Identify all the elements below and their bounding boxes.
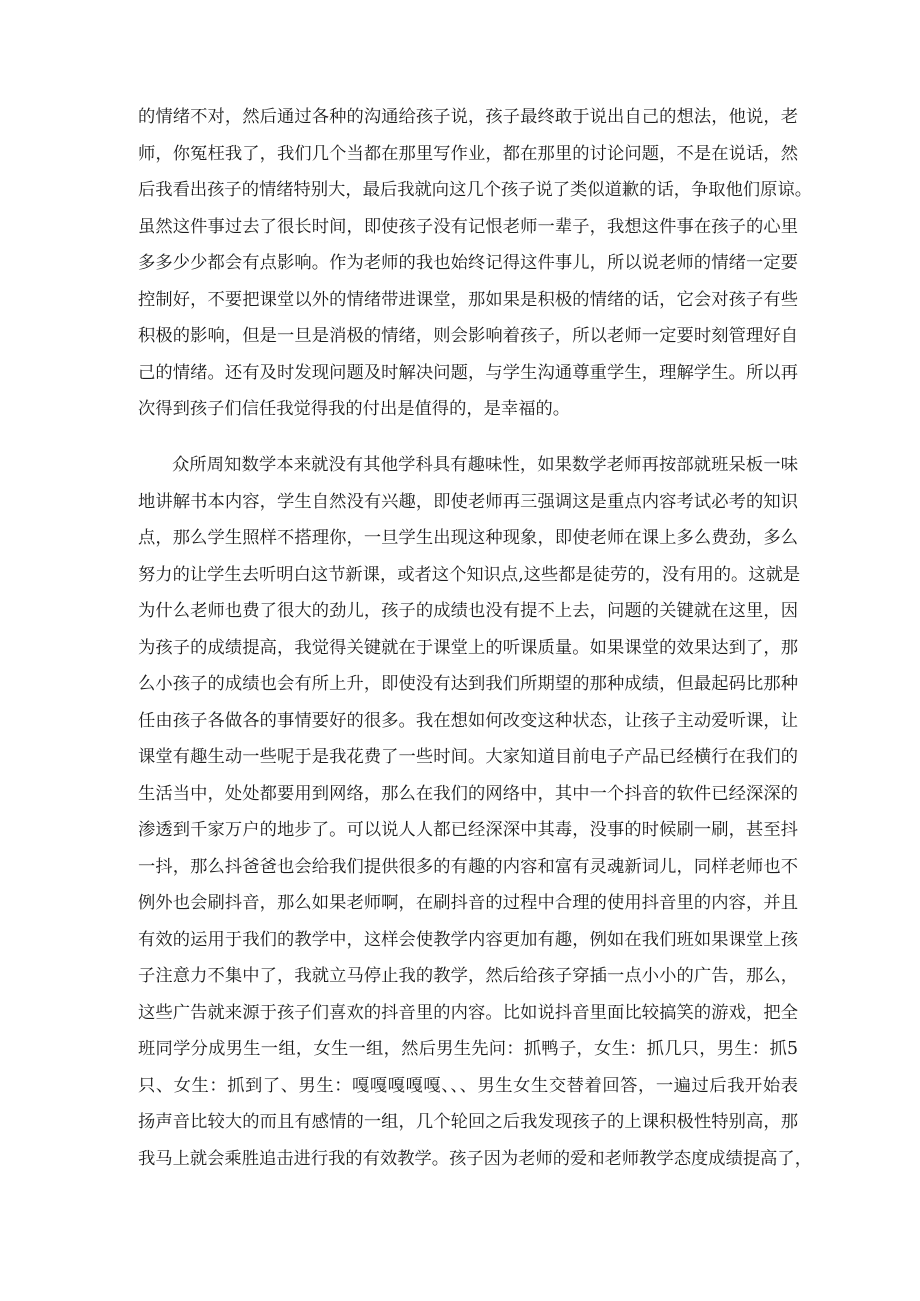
paragraph-1 [138, 99, 812, 428]
text-line: 我马上就会乘胜追击进行我的有效教学。孩子因为老师的爱和老师教学态度成绩提高了， [138, 1148, 812, 1169]
text-line: 地讲解书本内容，学生自然没有兴趣，即使老师再三强调这是重点内容考试必考的知识 [138, 491, 798, 512]
text-line: 生活当中，处处都要用到网络，那么在我们的网络中，其中一个抖音的软件已经深深的 [138, 783, 798, 804]
text-line: 为什么老师也费了很大的劲儿，孩子的成绩也没有提不上去，问题的关键就在这里，因 [138, 601, 798, 621]
text-line: 众所周知数学本来就没有其他学科具有趣味性，如果数学老师再按部就班呆板一味 [172, 455, 798, 475]
text-line: 任由孩子各做各的事情要好的很多。我在想如何改变这种状态，让孩子主动爱听课，让 [138, 710, 798, 731]
text-line: 多多少少都会有点影响。作为老师的我也始终记得这件事儿，所以说老师的情绪一定要 [138, 253, 798, 273]
text-line: 扬声音比较大的而且有感情的一组，几个轮回之后我发现孩子的上课积极性特别高，那 [138, 1112, 798, 1132]
text-line: 控制好，不要把课堂以外的情绪带进课堂，那如果是积极的情绪的话，它会对孩子有些 [138, 289, 798, 310]
text-line: 次得到孩子们信任我觉得我的付出是值得的，是幸福的。 [138, 399, 571, 419]
text-line: 努力的让学生去听明白这节新课，或者这个知识点,这些都是徒劳的，没有用的。这就是 [138, 564, 801, 585]
text-line: 一抖，那么抖爸爸也会给我们提供很多的有趣的内容和富有灵魂新词儿，同样老师也不 [138, 856, 798, 877]
text-line: 为孩子的成绩提高，我觉得关键就在于课堂上的听课质量。如果课堂的效果达到了，那 [138, 637, 798, 658]
text-line: 师，你冤枉我了，我们几个当都在那里写作业，都在那里的讨论问题，不是在说话，然 [138, 143, 798, 164]
text-line: 渗透到千家万户的地步了。可以说人人都已经深深中其毒，没事的时候刷一刷，甚至抖 [138, 820, 798, 840]
text-line: 课堂有趣生动一些呢于是我花费了一些时间。大家知道目前电子产品已经横行在我们的 [138, 747, 798, 767]
text-line: 点，那么学生照样不搭理你，一旦学生出现这种现象，即使老师在课上多么费劲，多么 [138, 528, 798, 548]
text-line: 的情绪不对，然后通过各种的沟通给孩子说，孩子最终敢于说出自己的想法，他说，老 [138, 107, 798, 127]
text-line: 只、女生：抓到了、男生：嘎嘎嘎嘎嘎、、、男生女生交替着回答，一遍过后我开始表 [138, 1075, 798, 1096]
text-line: 班同学分成男生一组，女生一组，然后男生先问：抓鸭子，女生：抓几只，男生：抓5 [138, 1039, 798, 1059]
text-line: 这些广告就来源于孩子们喜欢的抖音里的内容。比如说抖音里面比较搞笑的游戏，把全 [138, 1002, 798, 1023]
text-line: 己的情绪。还有及时发现问题及时解决问题，与学生沟通尊重学生，理解学生。所以再 [138, 362, 798, 383]
text-line: 子注意力不集中了，我就立马停止我的教学，然后给孩子穿插一点小小的广告，那么， [138, 966, 798, 986]
text-line: 有效的运用于我们的教学中，这样会使教学内容更加有趣，例如在我们班如果课堂上孩 [138, 929, 798, 950]
text-line: 么小孩子的成绩也会有所上升，即使没有达到我们所期望的那种成绩，但最起码比那种 [138, 674, 798, 694]
text-line: 例外也会刷抖音，那么如果老师啊，在刷抖音的过程中合理的使用抖音里的内容，并且 [138, 893, 798, 913]
text-line: 后我看出孩子的情绪特别大，最后我就向这几个孩子说了类似道歉的话，争取他们原谅。 [138, 180, 812, 200]
text-line: 虽然这件事过去了很长时间，即使孩子没有记恨老师一辈子，我想这件事在孩子的心里 [138, 216, 798, 237]
paragraph-2 [138, 447, 812, 1177]
text-line: 积极的影响，但是一旦是消极的情绪，则会影响着孩子，所以老师一定要时刻管理好自 [138, 326, 798, 346]
